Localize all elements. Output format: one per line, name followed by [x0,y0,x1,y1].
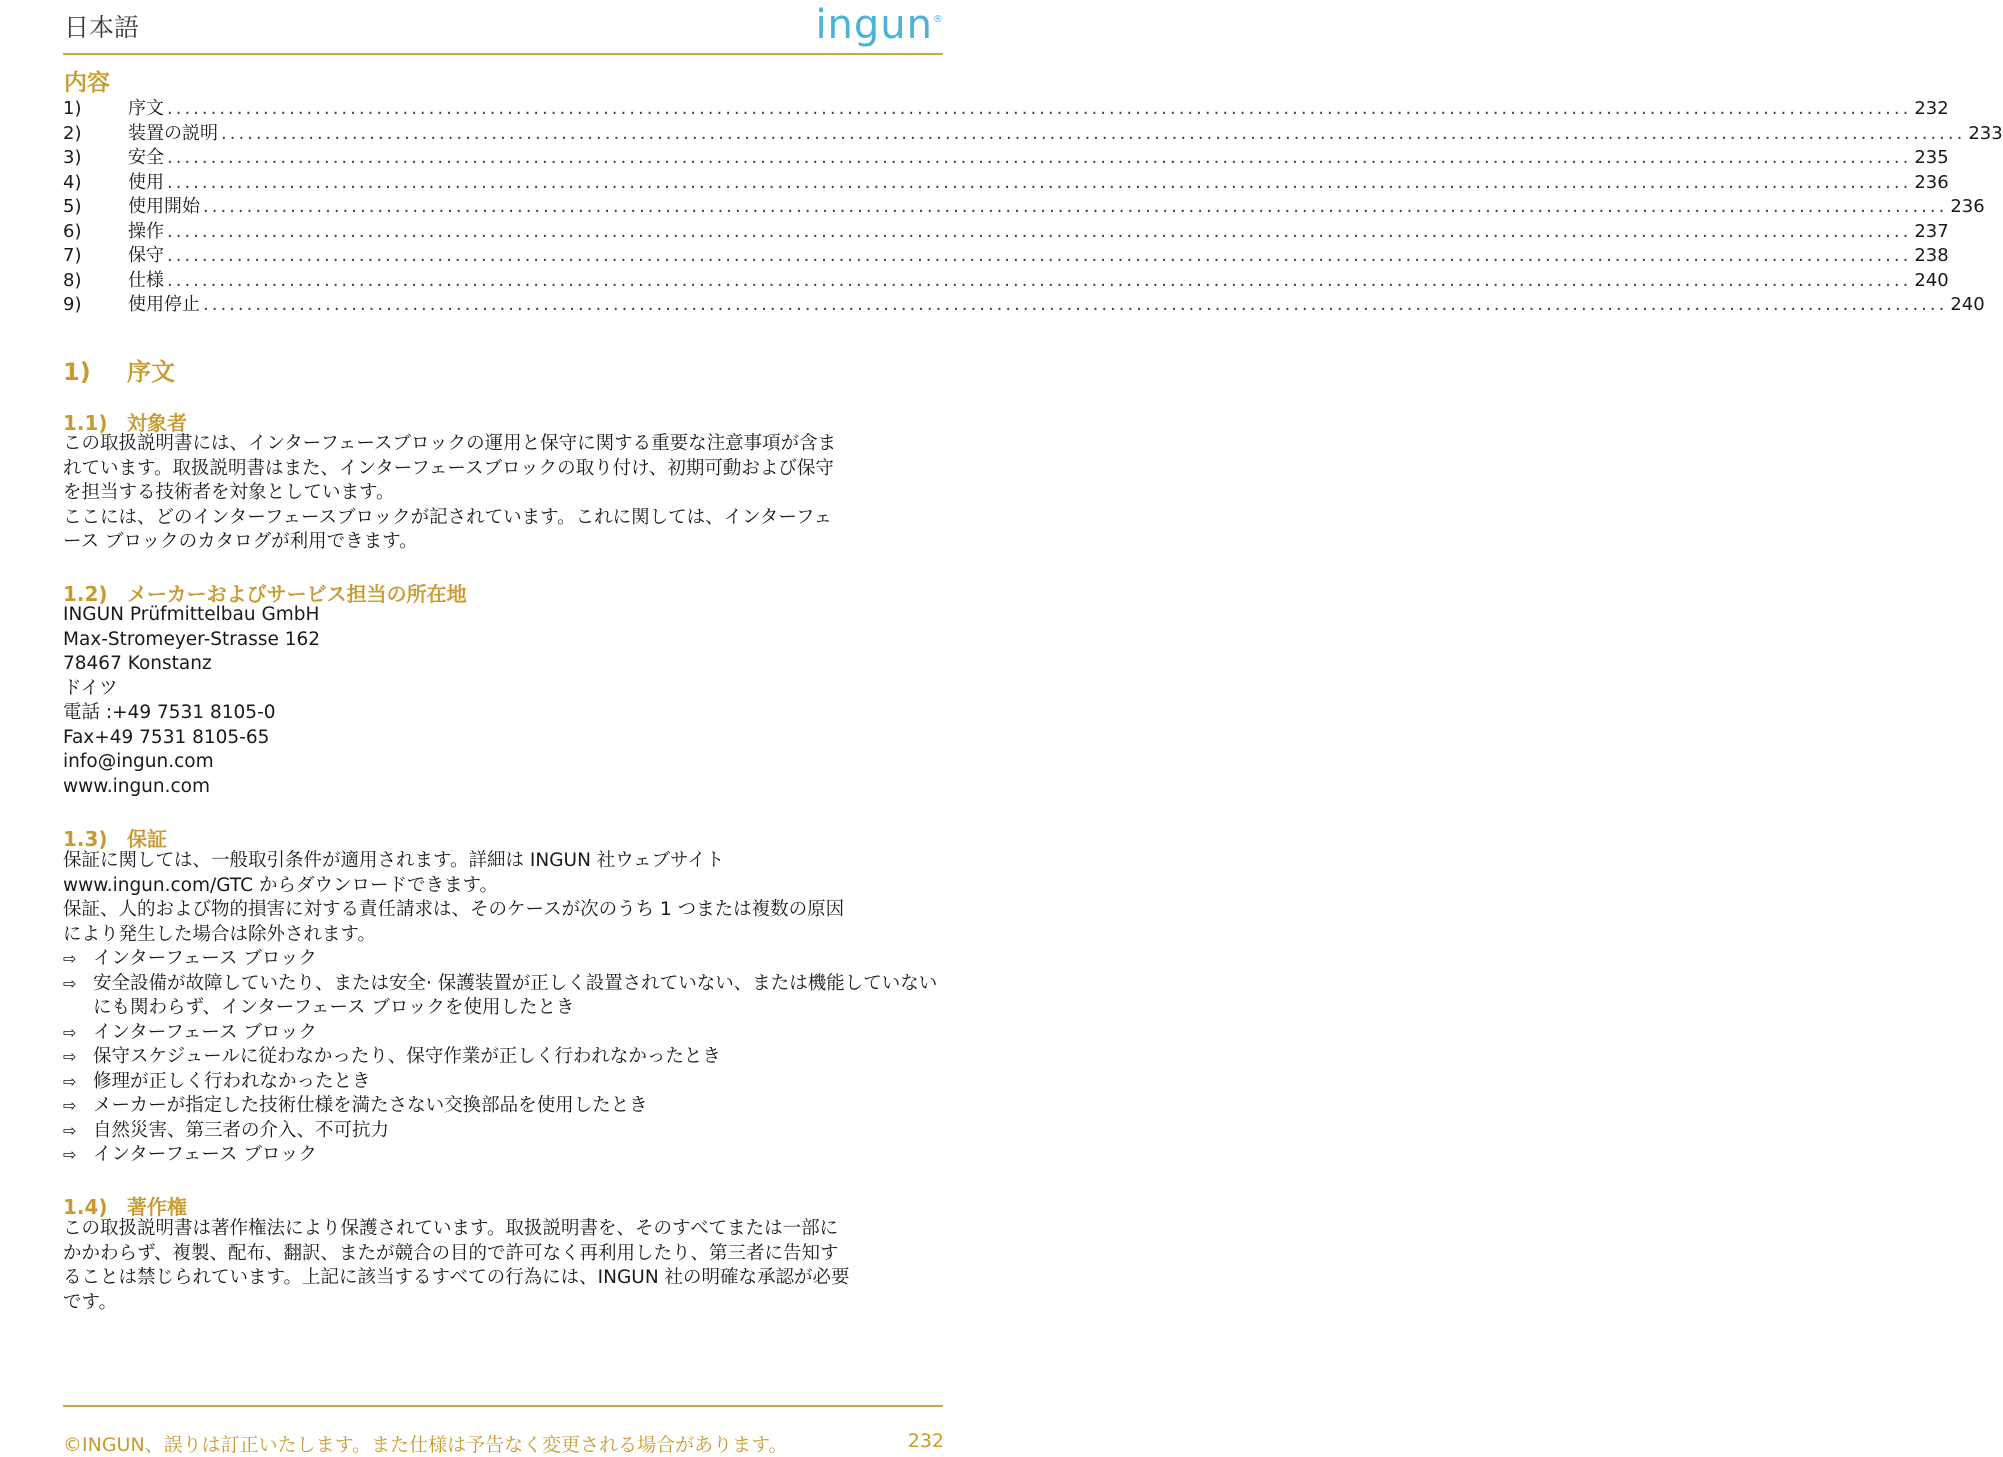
text-line: この取扱説明書には、インターフェースブロックの運用と保守に関する重要な注意事項が含ま [63,433,837,454]
list-item [63,1094,947,1119]
toc-leader-dots: ........................................................................................................................................................................................................ [167,147,1912,168]
text-line: 保証に関しては、一般取引条件が適用されます。詳細は INGUN 社ウェブサイト [63,850,725,871]
section-1-4-heading: 1.4) 著作権 [63,1195,187,1219]
toc-entry[interactable] [63,220,1949,245]
section-1-1-text [63,432,947,555]
toc-entry-label: 装置の説明 [128,122,218,144]
toc-entry-label: 使用 [128,171,164,193]
toc-entry-label: 使用停止 [128,294,200,315]
page-number: 232 [907,1430,944,1452]
list-item [63,972,947,1021]
text-line: 電話 :+49 7531 8105-0 [63,702,276,723]
section-1-2-heading: 1.2) メーカーおよびサービス担当の所在地 [63,582,467,606]
section-1-2-address [63,603,947,799]
text-line: ドイツ [63,677,118,699]
language-label: 日本語 [64,13,140,42]
section-1-3-heading: 1.3) 保証 [63,827,167,851]
toc-entry-page: 237 [1914,220,1949,242]
text-line: ることは禁じられています。上記に該当するすべての行為には、INGUN 社の明確な承認が必要 [63,1267,850,1288]
text-line: ここには、どのインターフェースブロックが記されています。これに関しては、インターフェ [63,506,833,528]
list-item-text: 自然災害、第三者の介入、不可抗力 [93,1119,390,1141]
text-line: www.ingun.com [63,775,211,797]
toc-leader-dots: ........................................................................................................................................................................................................ [167,220,1912,242]
toc-entry-number: 7) [63,245,82,266]
toc-entry-label: 保守 [128,245,164,266]
toc-entry-page: 235 [1914,147,1949,168]
toc-entry-page: 238 [1914,245,1949,266]
toc-entry-label: 序文 [128,98,164,119]
arrow-bullet-icon: ⇨ [63,1071,77,1091]
toc-entry-page: 236 [1914,171,1949,193]
list-item-text: 修理が正しく行われなかったとき [93,1070,371,1092]
text-line: れています。取扱説明書はまた、インターフェースブロックの取り付け、初期可動および保守 [63,457,834,479]
table-of-contents [63,97,2003,318]
toc-title: 内容 [64,70,110,96]
text-line: この取扱説明書は著作権法により保護されています。取扱説明書を、そのすべてまたは一部に [63,1218,839,1239]
arrow-bullet-icon: ⇨ [63,1120,77,1140]
toc-entry[interactable] [63,195,1985,220]
arrow-bullet-icon: ⇨ [63,1145,77,1164]
text-line: かかわらず、複製、配布、翻訳、またが競合の目的で許可なく再利用したり、第三者に告知す [63,1242,839,1264]
list-item-text: インターフェース ブロック [93,1144,317,1165]
list-item-text: インターフェース ブロック [93,1021,317,1043]
arrow-bullet-icon: ⇨ [63,1022,77,1042]
footer-divider [63,1405,943,1407]
toc-entry-number: 8) [63,269,82,291]
footer-notice: ©INGUN、誤りは訂正いたします。また仕様は予告なく変更される場合があります。 [63,1434,788,1456]
toc-entry-number: 5) [63,196,82,217]
text-line: を担当する技術者を対象としています。 [63,482,395,503]
arrow-bullet-icon: ⇨ [63,1047,77,1066]
text-line: Fax+49 7531 8105-65 [63,726,270,748]
toc-leader-dots: ........................................................................................................................................................................................................ [167,171,1912,193]
toc-leader-dots: ........................................................................................................................................................................................................ [203,196,1948,217]
text-line: INGUN Prüfmittelbau GmbH [63,604,320,625]
list-item [63,1143,947,1168]
text-line: info@ingun.com [63,751,214,772]
section-1-3-text [63,849,947,947]
toc-entry-label: 仕様 [128,269,164,291]
toc-entry-number: 4) [63,171,82,193]
section-1-heading: 1) 序文 [63,358,175,386]
toc-entry-page: 236 [1950,196,1985,217]
toc-entry-label: 安全 [128,147,164,168]
toc-entry[interactable] [63,269,1949,294]
text-line: 保証、人的および物的損害に対する責任請求は、そのケースが次のうち 1 つまたは複数の原因 [63,899,845,920]
toc-entry-number: 1) [63,98,82,119]
list-item [63,1119,947,1144]
toc-leader-dots: ........................................................................................................................................................................................................ [203,294,1948,315]
list-item [63,1045,947,1070]
toc-entry[interactable] [63,171,1949,196]
toc-entry[interactable] [63,122,2003,147]
arrow-bullet-icon: ⇨ [63,973,77,993]
toc-entry-page: 233 [1968,122,2003,144]
toc-leader-dots: ........................................................................................................................................................................................................ [167,98,1912,119]
toc-entry[interactable] [63,97,1949,122]
toc-entry-number: 9) [63,294,82,315]
list-item [63,1021,947,1046]
toc-entry[interactable] [63,244,1949,269]
list-item-text: メーカーが指定した技術仕様を満たさない交換部品を使用したとき [93,1095,648,1116]
text-line: ース ブロックのカタログが利用できます。 [63,531,418,552]
toc-leader-dots: ........................................................................................................................................................................................................ [167,245,1912,266]
arrow-bullet-icon: ⇨ [63,949,77,968]
toc-entry-page: 240 [1950,294,1985,315]
toc-entry[interactable] [63,146,1949,171]
ingun-logo: ingun® [815,2,944,48]
section-1-4-text [63,1217,947,1315]
list-item [63,947,947,972]
list-item [63,1070,947,1095]
toc-entry-number: 2) [63,122,82,144]
header-divider [63,53,943,55]
section-1-1-heading: 1.1) 対象者 [63,411,187,435]
text-line: Max-Stromeyer-Strasse 162 [63,628,321,650]
text-line: です。 [63,1291,118,1313]
toc-entry-page: 232 [1914,98,1949,119]
list-item-text: インターフェース ブロック [93,948,317,969]
toc-entry-number: 3) [63,147,82,168]
text-line: 78467 Konstanz [63,653,212,674]
arrow-bullet-icon: ⇨ [63,1096,77,1115]
toc-entry-label: 操作 [128,220,164,242]
text-line: により発生した場合は除外されます。 [63,923,377,945]
list-item-text: 保守スケジュールに従わなかったり、保守作業が正しく行われなかったとき [93,1046,721,1067]
toc-entry-label: 使用開始 [128,196,200,217]
toc-entry-number: 6) [63,220,82,242]
text-line: www.ingun.com/GTC からダウンロードできます。 [63,874,498,896]
toc-leader-dots: ........................................................................................................................................................................................................ [221,122,1966,144]
list-item-text: 安全設備が故障していたり、または安全· 保護装置が正しく設置されていない、または機能していないにも関わらず、インターフェース ブロックを使用したとき [93,972,938,1018]
toc-entry[interactable] [63,293,1985,318]
toc-entry-page: 240 [1914,269,1949,291]
section-1-3-bullets [63,947,947,1168]
toc-leader-dots: ........................................................................................................................................................................................................ [167,269,1912,291]
